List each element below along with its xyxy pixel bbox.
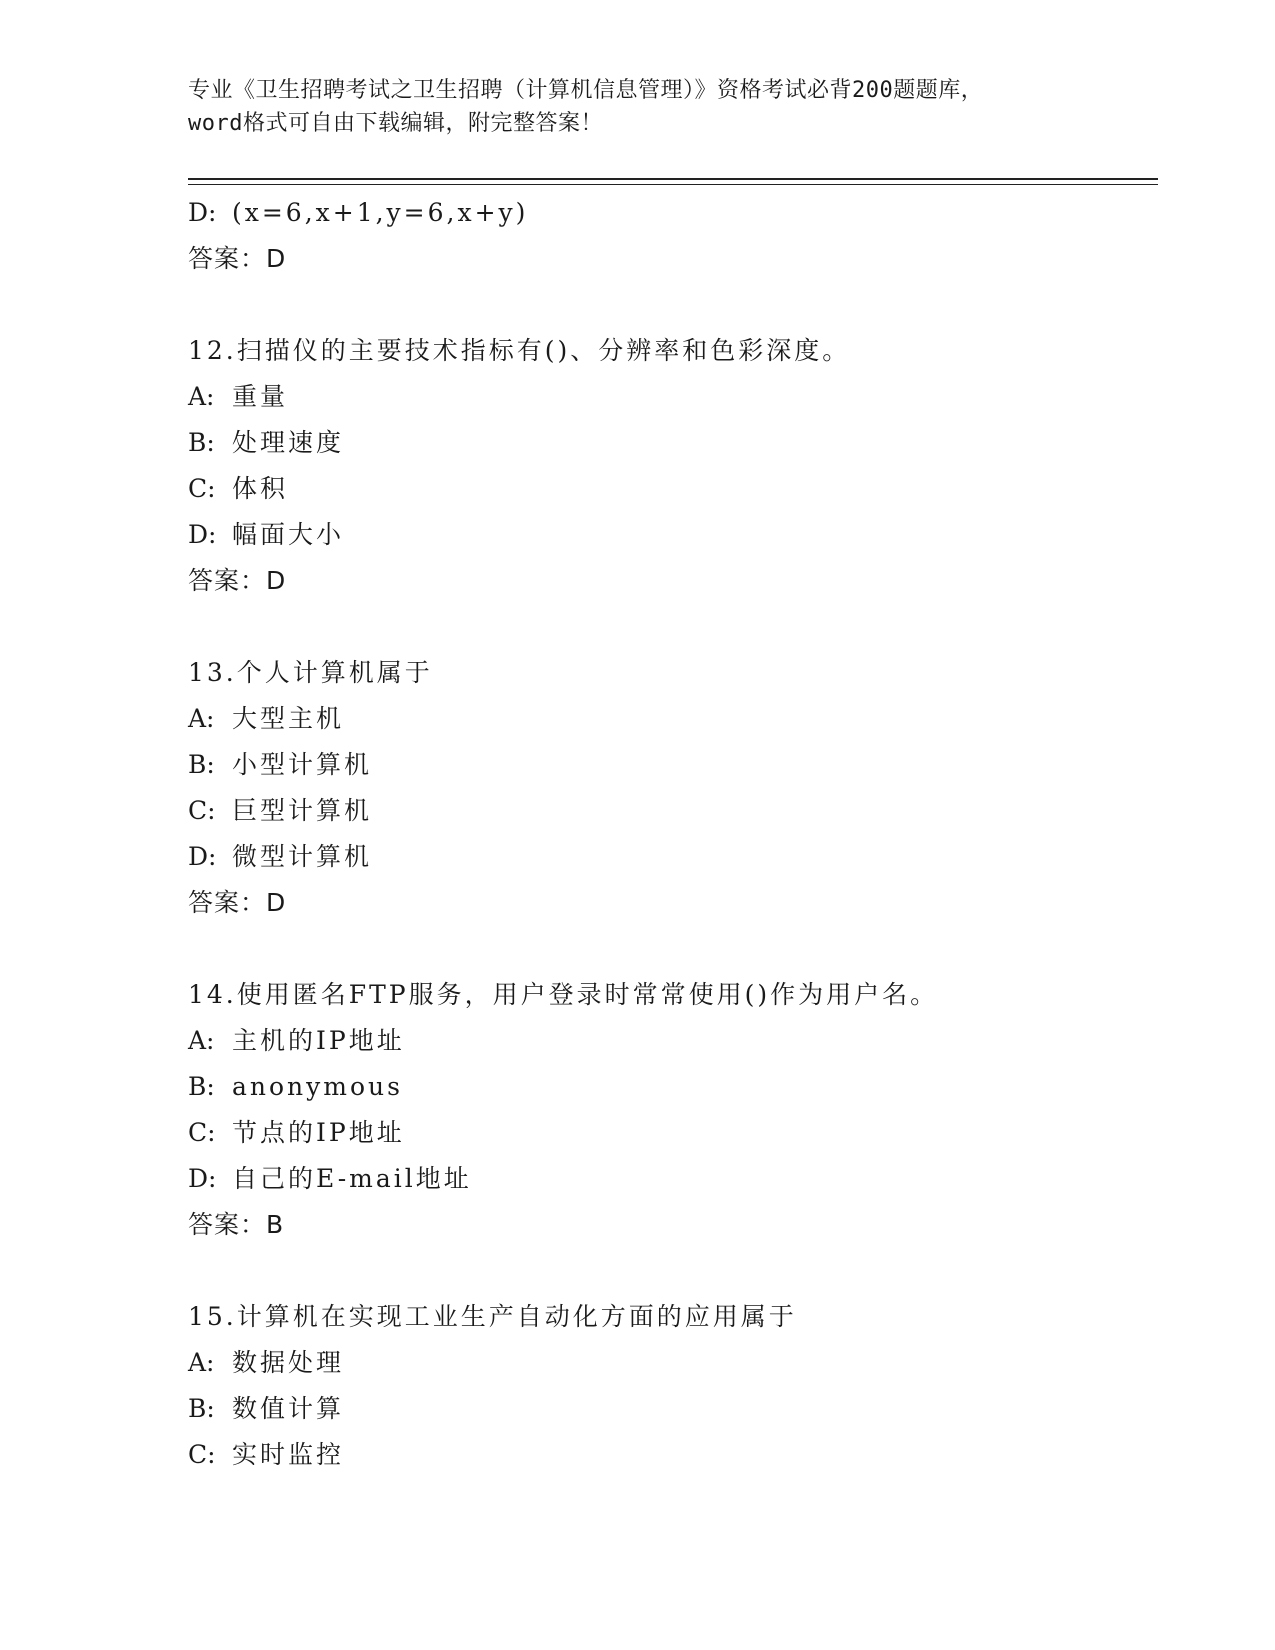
option-b <box>188 420 1158 466</box>
question-stem: 12.扫描仪的主要技术指标有()、分辨率和色彩深度。 <box>188 336 851 365</box>
option-d <box>188 834 1158 880</box>
question-15 <box>188 1294 1158 1478</box>
option-text: 大型主机 <box>232 704 345 733</box>
option-d <box>188 512 1158 558</box>
option-prefix: A: <box>188 1348 215 1377</box>
option-prefix: A: <box>188 704 215 733</box>
option-prefix: B: <box>188 428 215 457</box>
option-text: 数据处理 <box>232 1348 345 1377</box>
option-prefix: C: <box>188 1440 216 1469</box>
option-a <box>188 696 1158 742</box>
option-prefix: B: <box>188 1072 215 1101</box>
header-title-line-1: 专业《卫生招聘考试之卫生招聘（计算机信息管理）》资格考试必背200题题库， <box>188 78 984 103</box>
option-text: 主机的IP地址 <box>232 1026 405 1055</box>
question-13 <box>188 650 1158 926</box>
document-header <box>188 74 1088 140</box>
option-prefix: A: <box>188 382 215 411</box>
answer-line: 答案：D <box>188 888 287 917</box>
question-list <box>188 190 1158 1478</box>
option-text: 体积 <box>232 474 289 503</box>
option-prefix: B: <box>188 1394 215 1423</box>
option-d <box>188 1156 1158 1202</box>
option-c <box>188 788 1158 834</box>
option-prefix: B: <box>188 750 215 779</box>
option-b <box>188 1064 1158 1110</box>
option-a <box>188 1340 1158 1386</box>
option-c <box>188 1432 1158 1478</box>
option-prefix: C: <box>188 796 216 825</box>
option-text: 微型计算机 <box>232 842 373 871</box>
question-14 <box>188 972 1158 1248</box>
option-prefix: D: <box>188 520 217 549</box>
option-prefix: D: <box>188 198 217 227</box>
question-stem: 13.个人计算机属于 <box>188 658 433 687</box>
option-b <box>188 742 1158 788</box>
option-text: 自己的E-mail地址 <box>232 1164 472 1193</box>
option-prefix: C: <box>188 474 216 503</box>
option-d <box>188 190 1158 236</box>
option-text: 数值计算 <box>232 1394 345 1423</box>
option-c <box>188 1110 1158 1156</box>
question-stem: 14.使用匿名FTP服务，用户登录时常常使用()作为用户名。 <box>188 980 939 1009</box>
option-text: 重量 <box>232 382 289 411</box>
answer-line: 答案：D <box>188 566 287 595</box>
option-prefix: A: <box>188 1026 215 1055</box>
option-a <box>188 374 1158 420</box>
question-12 <box>188 328 1158 604</box>
option-text: (x=6,x+1,y=6,x+y) <box>232 198 529 227</box>
option-c <box>188 466 1158 512</box>
answer-line: 答案：D <box>188 244 287 273</box>
header-title-line-2: word格式可自由下载编辑，附完整答案！ <box>188 111 603 136</box>
option-text: 实时监控 <box>232 1440 345 1469</box>
option-text: 小型计算机 <box>232 750 373 779</box>
option-a <box>188 1018 1158 1064</box>
option-text: anonymous <box>232 1072 403 1101</box>
option-text: 幅面大小 <box>232 520 345 549</box>
question-stem: 15.计算机在实现工业生产自动化方面的应用属于 <box>188 1302 797 1331</box>
option-prefix: D: <box>188 842 217 871</box>
option-prefix: C: <box>188 1118 216 1147</box>
option-prefix: D: <box>188 1164 217 1193</box>
option-b <box>188 1386 1158 1432</box>
option-text: 巨型计算机 <box>232 796 373 825</box>
answer-line: 答案：B <box>188 1210 285 1239</box>
header-divider <box>188 178 1158 185</box>
option-text: 处理速度 <box>232 428 345 457</box>
option-text: 节点的IP地址 <box>232 1118 405 1147</box>
